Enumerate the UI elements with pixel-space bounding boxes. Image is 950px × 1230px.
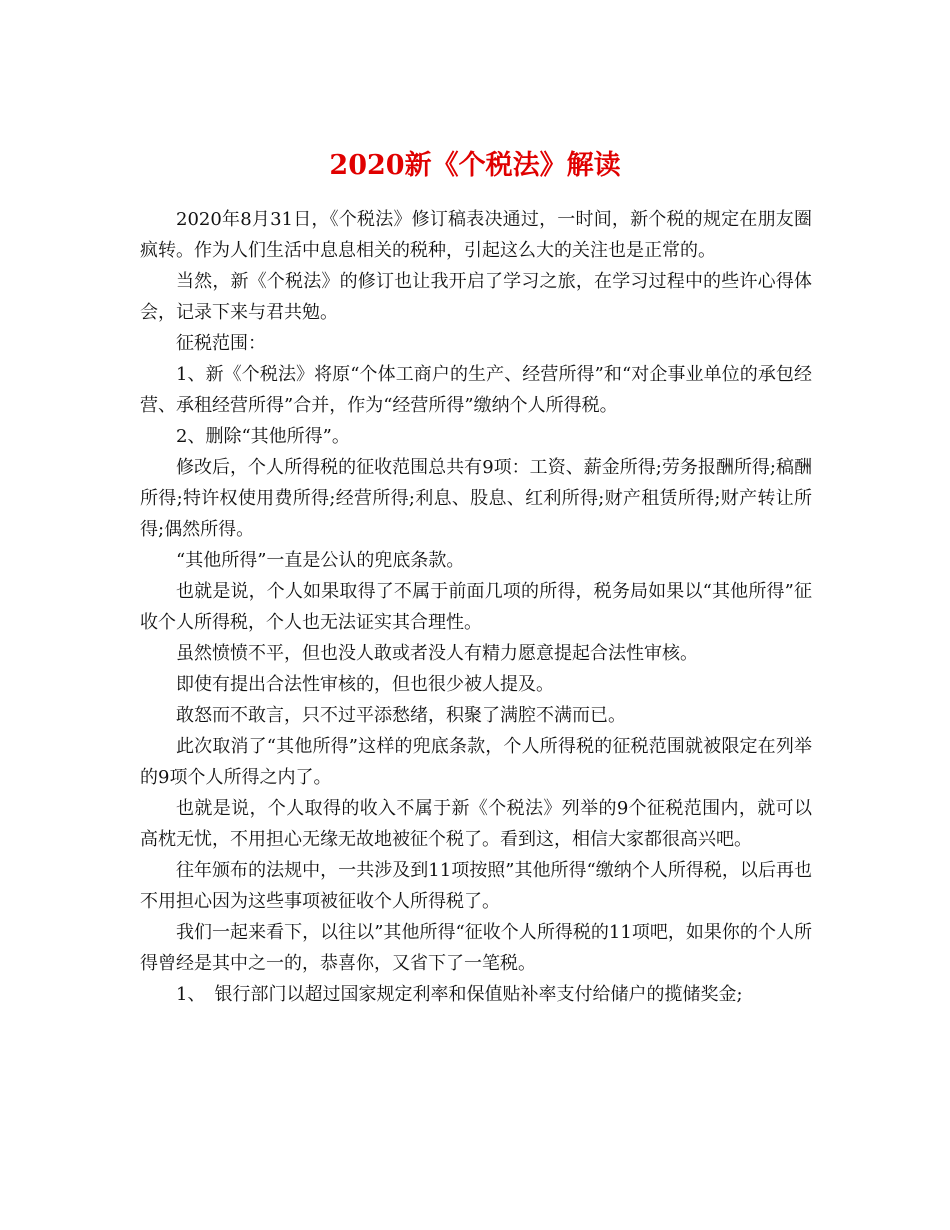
document-title: 2020新《个税法》解读 [329,150,621,182]
paragraph: 当然，新《个税法》的修订也让我开启了学习之旅，在学习过程中的些许心得体会，记录下来与君共勉。 [140,271,812,323]
paragraph: 1、新《个税法》将原“个体工商户的生产、经营所得”和“对企事业单位的承包经营、承租经营所得”合并，作为“经营所得”缴纳个人所得税。 [140,364,812,416]
paragraph: 即使有提出合法性审核的，但也很少被人提及。 [176,674,554,695]
paragraph: “其他所得”一直是公认的兜底条款。 [176,550,465,571]
paragraph: 2020年8月31日，《个税法》修订稿表决通过，一时间，新个税的规定在朋友圈疯转。作为人们生活中息息相关的税种，引起这么大的关注也是正常的。 [140,209,812,261]
paragraph: 我们一起来看下，以往以”其他所得“征收个人所得税的11项吧，如果你的个人所得曾经是其中之一的，恭喜你，又省下了一笔税。 [140,922,812,974]
paragraph: 此次取消了“其他所得”这样的兜底条款，个人所得税的征税范围就被限定在列举的9项个人所得之内了。 [140,736,812,788]
paragraph: 2、删除“其他所得”。 [176,426,350,447]
section-heading: 征税范围： [176,333,266,354]
list-item: 1、 银行部门以超过国家规定利率和保值贴补率支付给储户的揽储奖金; [176,984,743,1005]
paragraph: 也就是说，个人如果取得了不属于前面几项的所得，税务局如果以“其他所得”征收个人所得税，个人也无法证实其合理性。 [140,581,812,633]
paragraph: 修改后，个人所得税的征收范围总共有9项：工资、薪金所得;劳务报酬所得;稿酬所得;特许权使用费所得;经营所得;利息、股息、红利所得;财产租赁所得;财产转让所得;偶然所得。 [140,457,812,540]
paragraph: 也就是说，个人取得的收入不属于新《个税法》列举的9个征税范围内，就可以高枕无忧，不用担心无缘无故地被征个税了。看到这，相信大家都很高兴吧。 [140,798,812,850]
paragraph: 往年颁布的法规中，一共涉及到11项按照”其他所得“缴纳个人所得税，以后再也不用担心因为这些事项被征收个人所得税了。 [140,860,812,912]
paragraph: 虽然愤愤不平，但也没人敢或者没人有精力愿意提起合法性审核。 [176,643,698,664]
paragraph: 敢怒而不敢言，只不过平添愁绪，积聚了满腔不满而已。 [176,705,626,726]
document-body [140,204,812,1010]
